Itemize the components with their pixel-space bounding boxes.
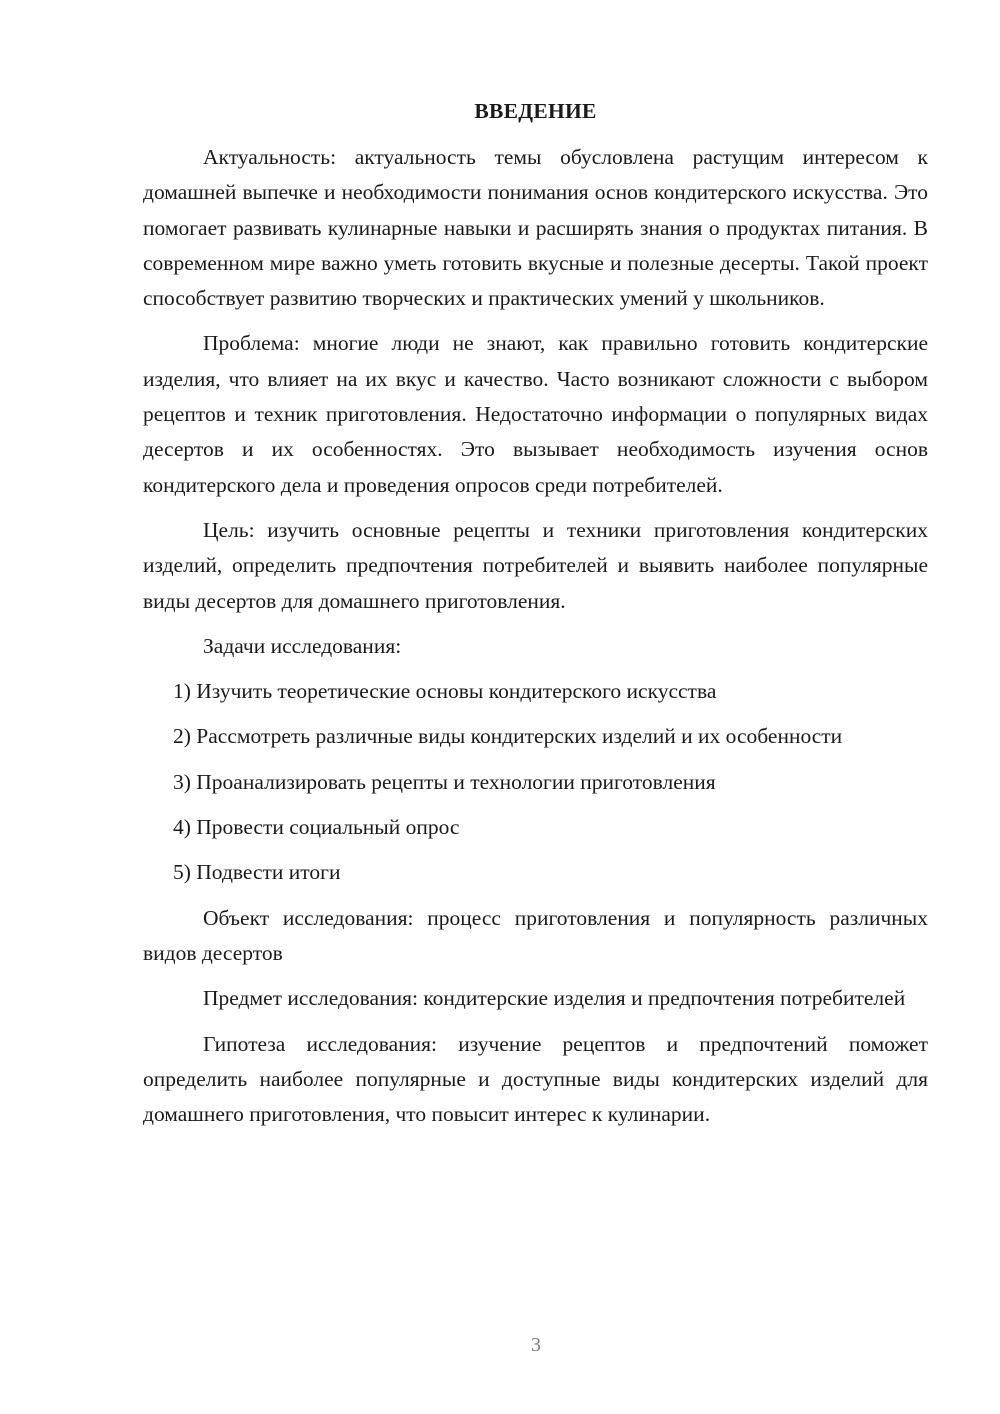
document-page [143,96,928,1142]
relevance-paragraph: Актуальность: актуальность темы обусловлена растущим интересом к домашней выпечке и необходимости понимания основ кондитерского искусства. Это помогает развивать кулинарные навыки и расширять знания о продуктах питания. В современном мире важно уметь готовить вкусные и полезные десерты. Такой проект способствует развитию творческих и практических умений у школьников. [143,145,928,311]
problem-paragraph: Проблема: многие люди не знают, как правильно готовить кондитерские изделия, что влияет на их вкус и качество. Часто возникают сложности с выбором рецептов и техник приготовления. Недостаточно информации о популярных видах десертов и их особенностях. Это вызывает необходимость изучения основ кондитерского дела и проведения опросов среди потребителей. [143,331,928,497]
subject-paragraph: Предмет исследования: кондитерские изделия и предпочтения потребителей [203,986,906,1011]
task-item: 3) Проанализировать рецепты и технологии приготовления [173,769,716,794]
task-item: 2) Рассмотреть различные виды кондитерских изделий и их особенности [173,724,843,749]
task-item: 1) Изучить теоретические основы кондитерского искусства [173,679,717,704]
task-item: 5) Подвести итоги [173,860,341,885]
section-title: ВВЕДЕНИЕ [474,99,597,123]
goal-paragraph: Цель: изучить основные рецепты и техники приготовления кондитерских изделий, определить предпочтения потребителей и выявить наиболее популярные виды десертов для домашнего приготовления. [143,517,928,613]
page-number: 3 [531,1334,541,1356]
hypothesis-paragraph: Гипотеза исследования: изучение рецептов и предпочтений поможет определить наиболее популярные и доступные виды кондитерских изделий для домашнего приготовления, что повысит интерес к кулинарии. [143,1031,928,1127]
object-paragraph: Объект исследования: процесс приготовления и популярность различных видов десертов [143,905,928,965]
task-item: 4) Провести социальный опрос [173,815,460,840]
tasks-heading: Задачи исследования: [203,633,402,658]
